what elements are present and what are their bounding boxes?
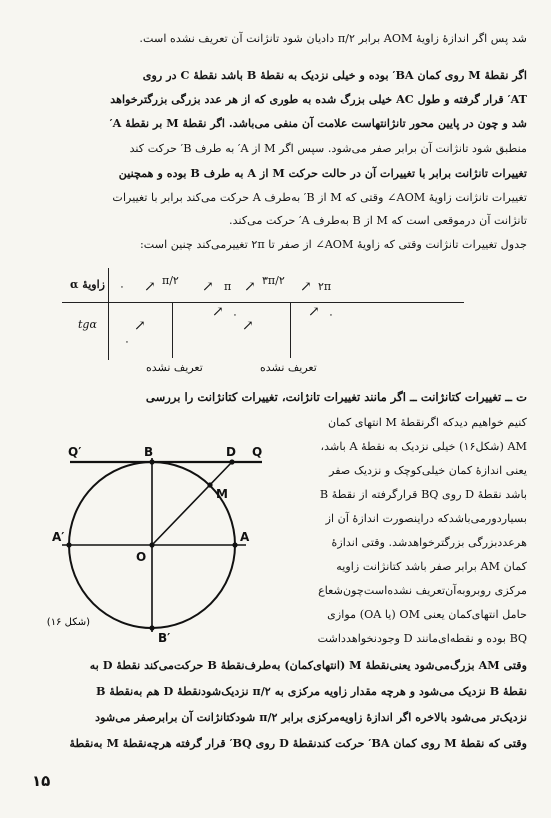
side-line-9: حامل انتهای‌کمان یعنی OM (یا OA) موازی bbox=[327, 608, 527, 621]
tan-zero-start: ۰ bbox=[124, 335, 130, 348]
section-heading: ت ــ تغییرات کتانژانت ــ اگر مانند تغییرات تانژانت، تغییرات کتانژانت را بررسی bbox=[145, 390, 527, 404]
text-line-3: AT′ قرار گرفته و طول AC خیلی بزرگ شده به طوری که از هر عدد بزرگی بزرگترخواهد bbox=[110, 92, 527, 106]
radius-OM-extended bbox=[152, 462, 232, 545]
value-three-half-pi: ۳π/۲ bbox=[262, 274, 285, 287]
arrow-increase-icon: ↗ bbox=[134, 318, 146, 334]
table-vline bbox=[108, 268, 109, 360]
undefined-label-1: تعریف نشده bbox=[146, 361, 203, 374]
text-line-5: منطبق شود تانژانت آن برابر صفر می‌شود. سپس اگر M از A′ به طرف B′ حرکت کند bbox=[129, 142, 527, 155]
text-line-1: شد پس اگر اندازهٔ زاویهٔ AOM برابر π/۲ دادیان شود تانژانت آن تعریف نشده است. bbox=[139, 32, 527, 45]
side-line-6: هرعددبزرگی بزرگترخواهدشد. وقتی اندازهٔ bbox=[331, 536, 527, 549]
bottom-line-1: وقتی AM بزرگ‌می‌شود یعنی‌نقطهٔ M (انتهای‌کمان) به‌طرف‌نقطهٔ B حرکت‌می‌کند نقطهٔ D به bbox=[89, 658, 527, 672]
figure-caption: (شکل ۱۶) bbox=[46, 617, 90, 628]
point-B bbox=[149, 459, 154, 464]
text-line-8: تانژانت آن درموقعی است که M از B به‌طرف A′ حرکت می‌کند. bbox=[229, 214, 527, 227]
side-line-3: یعنی اندازهٔ کمان خیلی‌کوچک و نزدیک صفر bbox=[329, 464, 527, 477]
text-line-9: جدول تغییرات تانژانت وقتی که زاویهٔ AOM∠ از صفر تا ۲π تغییرمی‌کند چنین است: bbox=[139, 238, 527, 251]
value-half-pi: π/۲ bbox=[162, 274, 179, 287]
label-B-prime: B′ bbox=[158, 631, 171, 645]
side-line-7: کمان AM برابر صفر باشد کتانژانت زاویه bbox=[336, 560, 527, 573]
row-label-tan: tgα bbox=[78, 318, 97, 331]
table-undefined-vline-2 bbox=[290, 302, 291, 358]
text-line-2: اگر نقطهٔ M روی کمان BA′ بوده و خیلی نزدیک به نقطهٔ B باشد نقطهٔ C در روی bbox=[142, 68, 527, 82]
arrow-increase-icon: ↗ bbox=[212, 304, 224, 320]
label-M: M bbox=[216, 487, 228, 501]
text-line-7: تغییرات تانژانت زاویهٔ AOM∠ وقتی که M از B′ به‌طرف A حرکت می‌کند برابر با تغییرات bbox=[112, 191, 527, 204]
point-A bbox=[232, 542, 237, 547]
tan-zero-middle: ۰ bbox=[232, 308, 238, 321]
figure-16-unit-circle bbox=[46, 440, 280, 650]
value-pi: π bbox=[224, 280, 232, 293]
label-O: O bbox=[136, 550, 147, 564]
side-line-1: کنیم خواهیم دیدکه اگرنقطهٔ M انتهای کمان bbox=[327, 416, 527, 429]
side-line-8: مرکزی روبروبه‌آن‌تعریف نشده‌است‌چون‌شعاع bbox=[318, 584, 527, 597]
arrow-increase-icon: ↗ bbox=[202, 279, 214, 295]
side-line-10: BQ بوده و نقطه‌ای‌مانند D وجودنخواهدداشت bbox=[317, 632, 527, 645]
point-D bbox=[229, 459, 234, 464]
arrow-increase-icon: ↗ bbox=[300, 279, 312, 295]
page-number: ۱۵ bbox=[32, 772, 51, 790]
label-D: D bbox=[226, 445, 236, 459]
label-A: A bbox=[240, 530, 250, 544]
label-A-prime: A′ bbox=[52, 530, 65, 544]
side-line-4: باشد نقطهٔ D روی BQ قرارگرفته از نقطهٔ B bbox=[319, 488, 527, 501]
undefined-label-2: تعریف نشده bbox=[260, 361, 317, 374]
value-zero: ۰ bbox=[119, 280, 125, 293]
bottom-line-3: نزدیک‌تر می‌شود بالاخره اگر اندازهٔ زاویه‌مرکزی برابر π/۲ شودکتانژانت آن برابرصفر می‌شود bbox=[95, 710, 527, 724]
arrow-increase-icon: ↗ bbox=[244, 279, 256, 295]
bottom-line-2: نقطهٔ B نزدیک می‌شود و هرچه مقدار زاویه مرکزی به π/۲ نزدیک‌شودنقطهٔ D هم به‌نقطهٔ B bbox=[95, 684, 527, 698]
table-undefined-vline-1 bbox=[172, 302, 173, 358]
text-line-4: شد و چون در پایین محور تانژانتهاست علامت آن منفی می‌باشد. اگر نقطهٔ M بر نقطهٔ A′ bbox=[109, 116, 527, 130]
label-Q: Q bbox=[252, 445, 263, 459]
arrow-increase-icon: ↗ bbox=[144, 279, 156, 295]
bottom-line-4: وقتی که نقطهٔ M روی کمان BA′ حرکت کندنقطهٔ D روی BQ′ قرار گرفته هرچه‌نقطهٔ M به‌نقطهٔ bbox=[69, 736, 527, 750]
text-line-6: تغییرات تانژانت برابر با تغییرات آن در حالت حرکت M از A به طرف B بوده و همچنین bbox=[118, 166, 527, 180]
side-line-5: بسیاردورمی‌باشدکه دراینصورت اندازهٔ آن از bbox=[325, 512, 527, 525]
table-hline bbox=[62, 302, 464, 303]
point-O bbox=[149, 542, 154, 547]
label-Q-prime: Q′ bbox=[68, 445, 82, 459]
arrow-increase-icon: ↗ bbox=[242, 318, 254, 334]
point-B-prime bbox=[149, 625, 154, 630]
row-label-angle: زاویهٔ α bbox=[70, 278, 105, 291]
tan-zero-end: ۰ bbox=[328, 308, 334, 321]
point-M bbox=[207, 482, 212, 487]
side-line-2: AM (شکل۱۶) خیلی نزدیک به نقطهٔ A باشد، bbox=[320, 440, 527, 453]
label-B: B bbox=[144, 445, 154, 459]
value-two-pi: ۲π bbox=[318, 280, 332, 293]
arrow-increase-icon: ↗ bbox=[308, 304, 320, 320]
point-A-prime bbox=[66, 542, 71, 547]
